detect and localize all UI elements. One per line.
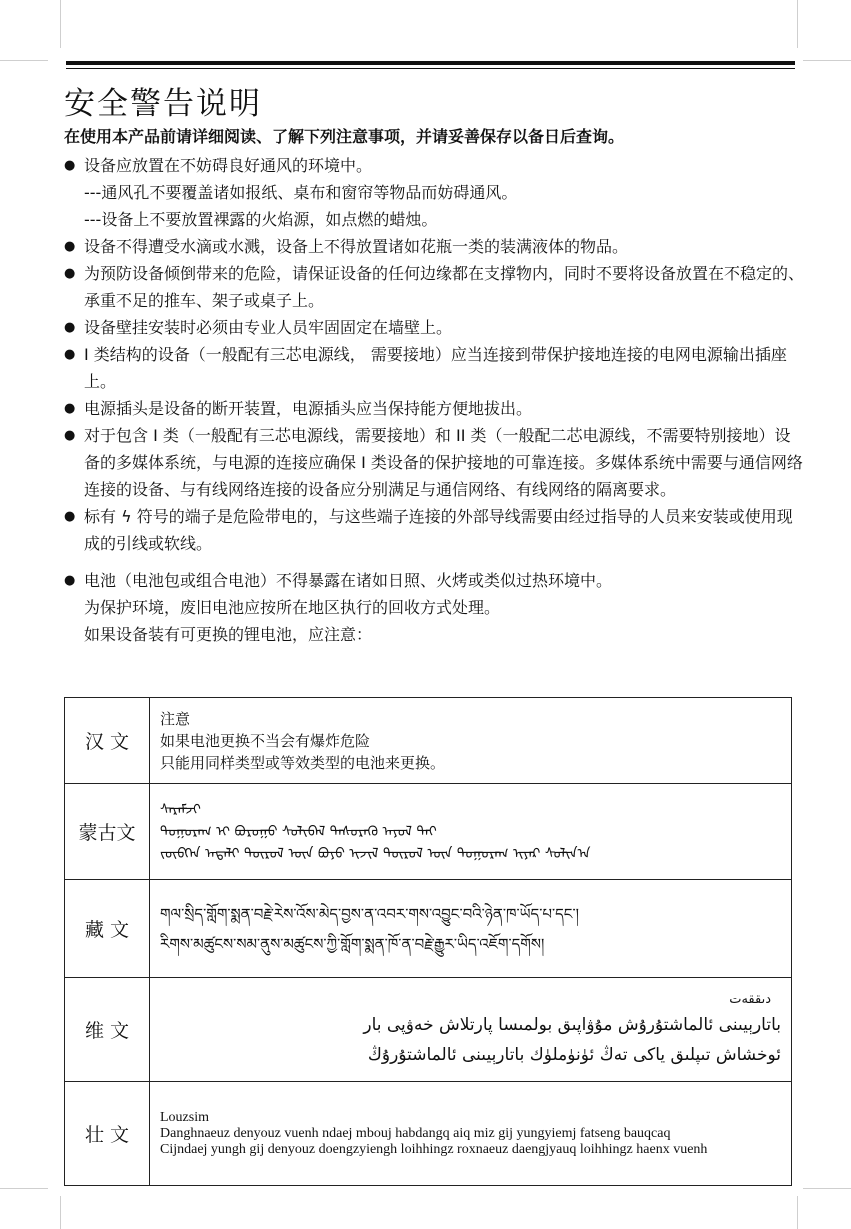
language-row bbox=[65, 1082, 792, 1186]
warning-line: 如果电池更换不当会有爆炸危险 bbox=[160, 731, 371, 750]
notice-item bbox=[64, 233, 804, 260]
warning-text bbox=[150, 698, 792, 784]
notice-text: 标有 ϟ 符号的端子是危险带电的，与这些端子连接的外部导线需要由经过指导的人员来安装或使用现成的引线或软线。 bbox=[84, 507, 793, 553]
language-label: 汉 文 bbox=[65, 698, 150, 784]
warning-line: ᠲᠣᠭᠤᠷᠠᠭ ᠢ ᠪᠤᠷᠤᠭᠤ ᠰᠣᠯᠢᠪᠠᠯ ᠲᠡᠰᠦᠷᠡᠬᠦ ᠠᠶᠤᠯ ᠲᠠᠢ bbox=[160, 823, 437, 840]
header-rule-thin bbox=[66, 68, 795, 69]
bullet-icon: ● bbox=[64, 573, 76, 588]
warning-heading: دىققەت bbox=[729, 991, 771, 1007]
notice-text: 为预防设备倾倒带来的危险，请保证设备的任何边缘都在支撑物内，同时不要将设备放置在不稳定的、承重不足的推车、架子或桌子上。 bbox=[84, 264, 805, 310]
bullet-icon: ● bbox=[64, 158, 76, 173]
battery-warning-table bbox=[64, 697, 792, 1186]
warning-line: ئوخشاش تىپلىق ياكى تەڭ ئۈنۈملۈك باتارېيىنى ئالماشتۇرۇڭ bbox=[367, 1044, 781, 1065]
notice-item bbox=[64, 503, 804, 557]
notice-subitem: 为保护环境，废旧电池应按所在地区执行的回收方式处理。 bbox=[84, 598, 501, 617]
notice-text: 电源插头是设备的断开装置，电源插头应当保持能方便地拔出。 bbox=[84, 399, 533, 418]
bullet-icon: ● bbox=[64, 509, 76, 524]
safety-notice-list bbox=[64, 152, 804, 648]
warning-text bbox=[150, 784, 792, 880]
bullet-icon: ● bbox=[64, 320, 76, 335]
warning-line: ᠰᠡᠷᠡᠮᠵᠢ bbox=[160, 801, 201, 818]
language-row bbox=[65, 784, 792, 880]
notice-item bbox=[64, 341, 804, 395]
bullet-icon: ● bbox=[64, 239, 76, 254]
notice-item bbox=[64, 260, 804, 314]
notice-item bbox=[64, 314, 804, 341]
intro-text: 在使用本产品前请详细阅读、了解下列注意事项，并请妥善保存以备日后查询。 bbox=[64, 127, 625, 146]
language-row bbox=[65, 880, 792, 978]
notice-item bbox=[64, 567, 804, 594]
crop-mark bbox=[0, 1188, 48, 1189]
crop-mark bbox=[60, 0, 61, 48]
warning-line: 注意 bbox=[160, 709, 191, 728]
warning-line: Louzsim bbox=[160, 1109, 209, 1125]
header-rule bbox=[66, 61, 795, 65]
warning-line: Danghnaeuz denyouz vuenh ndaej mbouj habdangq aiq miz gij yungyiemj fatseng bauqcaq bbox=[160, 1125, 671, 1141]
warning-text bbox=[150, 1082, 792, 1186]
language-label: 壮 文 bbox=[65, 1082, 150, 1186]
language-label: 维 文 bbox=[65, 978, 150, 1082]
warning-line: གལ་སྲིད་གློག་སྨན་བརྗེ་རེས་འོས་མེད་བྱས་ན་འབར་གས་འབྱུང་བའི་ཉེན་ཁ་ཡོད་པ་དང་། bbox=[160, 904, 579, 923]
bullet-icon: ● bbox=[64, 428, 76, 443]
crop-mark bbox=[797, 1196, 798, 1229]
warning-line: 只能用同样类型或等效类型的电池来更换。 bbox=[160, 753, 446, 772]
warning-line: باتارېيىنى ئالماشتۇرۇش مۇۋاپىق بولمىسا پارتلاش خەۋپى بار bbox=[363, 1014, 781, 1035]
language-row bbox=[65, 978, 792, 1082]
bullet-icon: ● bbox=[64, 347, 76, 362]
notice-subitem: ---通风孔不要覆盖诸如报纸、桌布和窗帘等物品而妨碍通风。 bbox=[84, 183, 518, 202]
page-title: 安全警告说明 bbox=[64, 86, 262, 122]
notice-item bbox=[64, 422, 804, 503]
language-row bbox=[65, 698, 792, 784]
crop-mark bbox=[797, 0, 798, 48]
bullet-icon: ● bbox=[64, 266, 76, 281]
crop-mark bbox=[0, 60, 48, 61]
notice-subitem: 如果设备装有可更换的锂电池，应注意： bbox=[84, 625, 373, 644]
notice-text: 设备应放置在不妨碍良好通风的环境中。 bbox=[84, 156, 373, 175]
warning-line: ᠵᠥᠪᠬᠡᠨ ᠠᠳᠠᠯᠢ ᠲᠦᠷᠦᠯ ᠦᠨ ᠪᠤᠶᠤ ᠢᠵᠢᠯ ᠲᠦᠷᠦᠯ ᠦᠨ ᠲᠣᠭᠤᠷᠠᠭ ᠢᠶᠠᠷ ᠰᠣᠯᠢᠨ᠎ᠠ bbox=[160, 845, 591, 862]
warning-line: Cijndaej yungh gij denyouz doengzyiengh loihhingz roxnaeuz daengjyauq loihhingz haenx vuenh bbox=[160, 1141, 708, 1157]
language-label: 藏 文 bbox=[65, 880, 150, 978]
warning-line: རིགས་མཚུངས་སམ་ནུས་མཚུངས་ཀྱི་གློག་སྨན་ཁོ་ན་བརྗེ་རྒྱུར་ཡིད་འཇོག་དགོས། bbox=[160, 934, 545, 953]
notice-item bbox=[64, 152, 804, 179]
crop-mark bbox=[803, 1188, 851, 1189]
crop-mark bbox=[60, 1196, 61, 1229]
bullet-icon: ● bbox=[64, 401, 76, 416]
language-label: 蒙古文 bbox=[65, 784, 150, 880]
notice-text: 对于包含 I 类（一般配有三芯电源线，需要接地）和 II 类（一般配二芯电源线，不需要特别接地）设备的多媒体系统，与电源的连接应确保 I 类设备的保护接地的可靠连接。多媒体系统中需要与通信网络连接的设备、与有线网络连接的设备应分别满足与通信网络、有线网络的隔离要求。 bbox=[84, 426, 803, 499]
notice-item bbox=[64, 395, 804, 422]
notice-text: 电池（电池包或组合电池）不得暴露在诸如日照、火烤或类似过热环境中。 bbox=[84, 571, 613, 590]
notice-text: I 类结构的设备（一般配有三芯电源线， 需要接地）应当连接到带保护接地连接的电网电源输出插座上。 bbox=[84, 345, 787, 391]
notice-text: 设备壁挂安装时必须由专业人员牢固固定在墙壁上。 bbox=[84, 318, 453, 337]
warning-text bbox=[150, 880, 792, 978]
crop-mark bbox=[803, 60, 851, 61]
warning-text bbox=[150, 978, 792, 1082]
notice-text: 设备不得遭受水滴或水溅，设备上不得放置诸如花瓶一类的装满液体的物品。 bbox=[84, 237, 629, 256]
notice-subitem: ---设备上不要放置裸露的火焰源，如点燃的蜡烛。 bbox=[84, 210, 438, 229]
list-gap bbox=[64, 557, 804, 567]
